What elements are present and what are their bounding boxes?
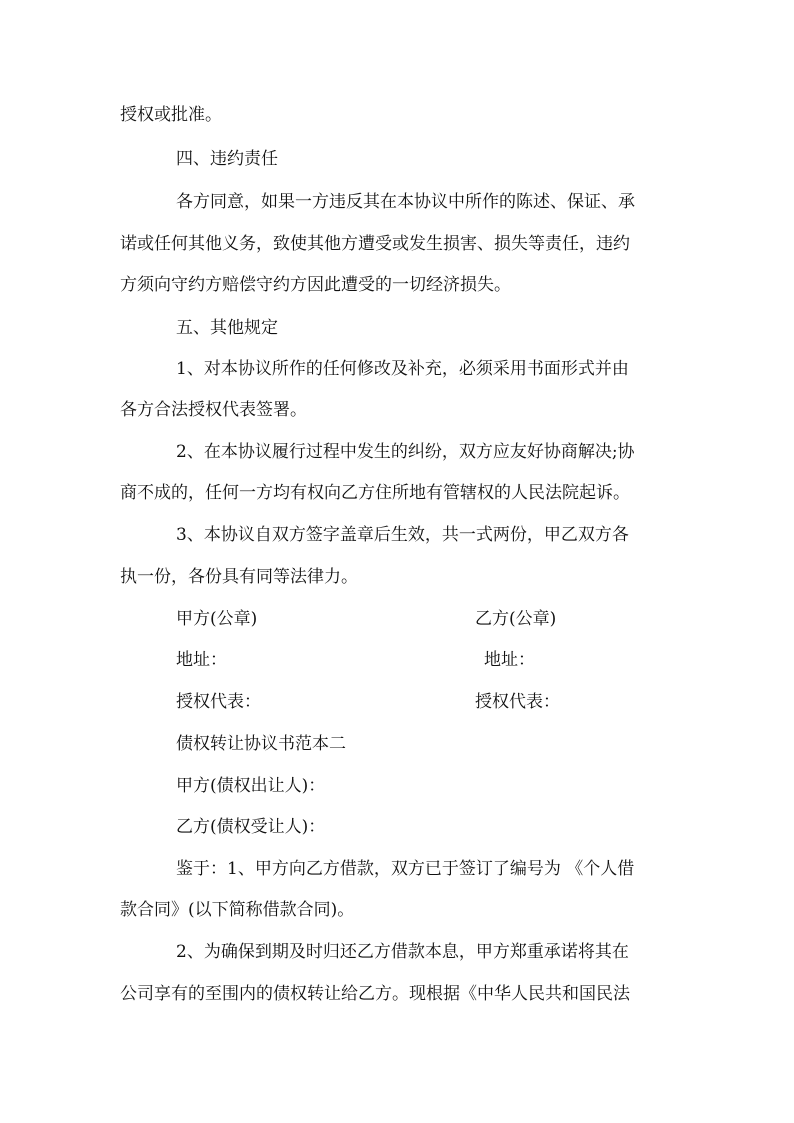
text-line: 授权或批准。 [120, 105, 222, 125]
text-line: 各方合法授权代表签署。 [120, 400, 307, 420]
text-line: 款合同》(以下简称借款合同)。 [120, 900, 355, 920]
text-line: 甲方(债权出让人)： [176, 776, 326, 796]
document-subtitle: 债权转让协议书范本二 [176, 734, 346, 754]
text-line: 诺或任何其他义务，致使其他方遭受或发生损害、损失等责任，违约 [120, 234, 630, 254]
text-line: 乙方(债权受让人)： [176, 817, 326, 837]
text-line: 各方同意，如果一方违反其在本协议中所作的陈述、保证、承 [176, 192, 635, 212]
text-line: 2、为确保到期及时归还乙方借款本息，甲方郑重承诺将其在 [176, 942, 629, 962]
text-line: 方须向守约方赔偿守约方因此遭受的一切经济损失。 [120, 275, 511, 295]
party-a-address: 地址： [176, 650, 227, 670]
text-line: 公司享有的至围内的债权转让给乙方。现根据《中华人民共和国民法 [120, 984, 630, 1004]
text-line: 3、本协议自双方签字盖章后生效，共一式两份，甲乙双方各 [176, 525, 629, 545]
party-b-seal: 乙方(公章) [475, 609, 557, 629]
party-a-seal: 甲方(公章) [176, 609, 258, 629]
text-line: 鉴于：1、甲方向乙方借款，双方已于签订了编号为 《个人借 [176, 859, 635, 879]
text-line: 2、在本协议履行过程中发生的纠纷，双方应友好协商解决;协 [176, 442, 635, 462]
text-line: 商不成的，任何一方均有权向乙方住所地有管辖权的人民法院起诉。 [120, 483, 630, 503]
section-heading: 四、违约责任 [176, 149, 278, 169]
text-line: 1、对本协议所作的任何修改及补充，必须采用书面形式并由 [176, 359, 629, 379]
party-b-address: 地址： [484, 650, 535, 670]
party-b-representative: 授权代表： [475, 692, 560, 712]
text-line: 执一份，各份具有同等法律力。 [120, 567, 358, 587]
party-a-representative: 授权代表： [176, 692, 261, 712]
section-heading: 五、其他规定 [176, 318, 278, 338]
